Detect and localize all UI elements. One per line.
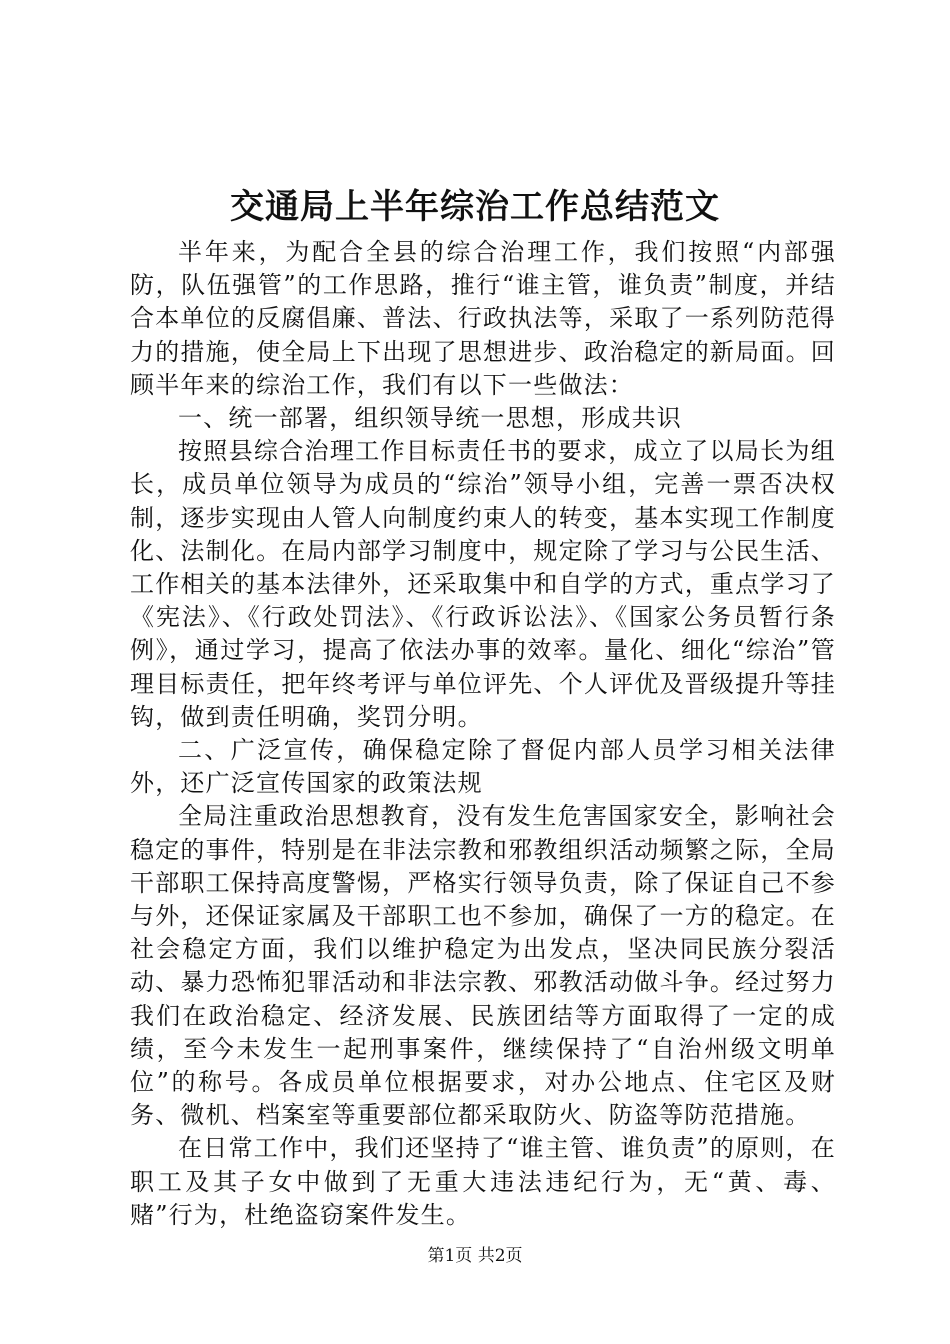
section-heading-1: 一、统一部署，组织领导统一思想，形成共识 [178,404,682,433]
paragraph-section-1: 按照县综合治理工作目标责任书的要求，成立了以局长为组长，成员单位领导为成员的“综治”领导小组，完善一票否决权制，逐步实现由人管人向制度约束人的转变，基本实现工作制度化、法制化。在局内部学习制度中，规定除了学习与公民生活、工作相关的基本法律外，还采取集中和自学的方式，重点学习了《宪法》、《行政处罚法》、《行政诉讼法》、《国家公务员暂行条例》，通过学习，提高了依法办事的效率。量化、细化“综治”管理目标责任，把年终考评与单位评先、个人评优及晋级提升等挂钩，做到责任明确，奖罚分明。 [130,437,836,731]
document-body [130,236,836,1232]
paragraph-daily-work: 在日常工作中，我们还坚持了“谁主管、谁负责”的原则，在职工及其子女中做到了无重大违法违纪行为，无“黄、毒、赌”行为，杜绝盗窃案件发生。 [130,1134,836,1229]
section-heading-2: 二、广泛宣传，确保稳定除了督促内部人员学习相关法律外，还广泛宣传国家的政策法规 [130,736,836,798]
page-number-footer: 第1页 共2页 [427,1246,523,1266]
paragraph-section-2: 全局注重政治思想教育，没有发生危害国家安全，影响社会稳定的事件，特别是在非法宗教和邪教组织活动频繁之际，全局干部职工保持高度警惕，严格实行领导负责，除了保证自己不参与外，还保证家属及干部职工也不参加，确保了一方的稳定。在社会稳定方面，我们以维护稳定为出发点，坚决同民族分裂活动、暴力恐怖犯罪活动和非法宗教、邪教活动做斗争。经过努力我们在政治稳定、经济发展、民族团结等方面取得了一定的成绩，至今未发生一起刑事案件，继续保持了“自治州级文明单位”的称号。各成员单位根据要求，对办公地点、住宅区及财务、微机、档案室等重要部位都采取防火、防盗等防范措施。 [130,802,836,1130]
document-title: 交通局上半年综治工作总结范文 [230,187,720,227]
paragraph-intro: 半年来，为配合全县的综合治理工作，我们按照“内部强防，队伍强管”的工作思路，推行“谁主管，谁负责”制度，并结合本单位的反腐倡廉、普法、行政执法等，采取了一系列防范得力的措施，使全局上下出现了思想进步、政治稳定的新局面。回顾半年来的综治工作，我们有以下一些做法： [130,238,836,399]
